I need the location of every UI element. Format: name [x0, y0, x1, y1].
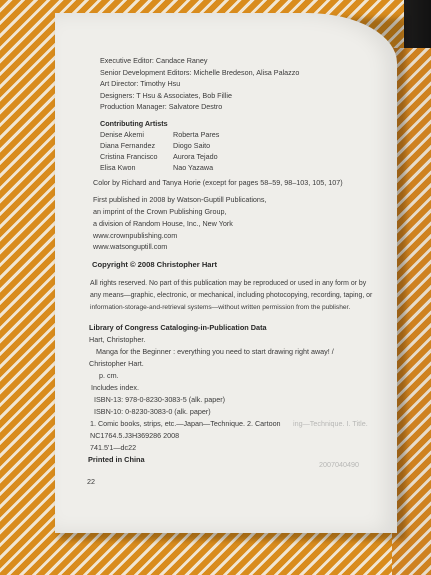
cip-call-number: NC1764.5.J3H369286 2008	[90, 431, 180, 440]
book-page	[55, 13, 397, 533]
artist-name: Diana Fernandez	[100, 141, 156, 150]
cip-faded-text: ing—Technique. I. Title.	[293, 419, 368, 428]
color-credit: Color by Richard and Tanya Horie (except for pages 58–59, 98–103, 105, 107)	[93, 178, 343, 187]
executive-editor: Executive Editor: Candace Raney	[100, 56, 208, 65]
printed-in: Printed in China	[88, 455, 145, 464]
publication-url: www.watsonguptill.com	[93, 242, 168, 251]
rights-line: information-storage-and-retrieval systems—without written permission from the publisher.	[90, 304, 351, 311]
artist-name: Roberta Pares	[173, 130, 220, 139]
cip-line: Hart, Christopher.	[89, 335, 146, 344]
cip-line: Manga for the Beginner : everything you need to start drawing right away! /	[96, 347, 334, 356]
cip-heading: Library of Congress Cataloging-in-Publication Data	[89, 323, 267, 332]
page-number: 22	[87, 477, 95, 486]
contributing-artists-heading: Contributing Artists	[100, 119, 168, 128]
cip-line: Includes index.	[91, 383, 139, 392]
cip-control-number: 2007040490	[319, 460, 359, 469]
publication-line: First published in 2008 by Watson-Guptill Publications,	[93, 195, 267, 204]
cip-isbn-10: ISBN-10: 0-8230-3083-0 (alk. paper)	[94, 407, 211, 416]
cip-dewey-number: 741.5'1—dc22	[90, 443, 137, 452]
rights-line: All rights reserved. No part of this publication may be reproduced or used in any form or by	[90, 280, 367, 287]
artist-name: Diogo Saito	[173, 141, 211, 150]
cip-line: 1. Comic books, strips, etc.—Japan—Technique. 2. Cartoon	[90, 419, 281, 428]
publication-line: an imprint of the Crown Publishing Group,	[93, 207, 227, 216]
artist-name: Elisa Kwon	[100, 163, 136, 172]
artist-name: Cristina Francisco	[100, 152, 158, 161]
cip-line: Christopher Hart.	[89, 359, 144, 368]
senior-development-editors: Senior Development Editors: Michelle Bredeson, Alisa Palazzo	[100, 68, 300, 77]
art-director: Art Director: Timothy Hsu	[100, 79, 181, 88]
production-manager: Production Manager: Salvatore Destro	[100, 102, 223, 111]
publication-url: www.crownpublishing.com	[93, 231, 178, 240]
artist-name: Denise Akemi	[100, 130, 144, 139]
publication-line: a division of Random House, Inc., New York	[93, 219, 233, 228]
cip-line: p. cm.	[99, 371, 119, 380]
rights-line: any means—graphic, electronic, or mechanical, including photocopying, recording, taping, or	[90, 292, 373, 299]
cip-isbn-13: ISBN-13: 978-0-8230-3083-5 (alk. paper)	[94, 395, 226, 404]
artist-name: Aurora Tejado	[173, 152, 218, 161]
artist-name: Nao Yazawa	[173, 163, 214, 172]
designers: Designers: T Hsu & Associates, Bob Fillie	[100, 91, 232, 100]
copyright-notice: Copyright © 2008 Christopher Hart	[92, 260, 218, 269]
